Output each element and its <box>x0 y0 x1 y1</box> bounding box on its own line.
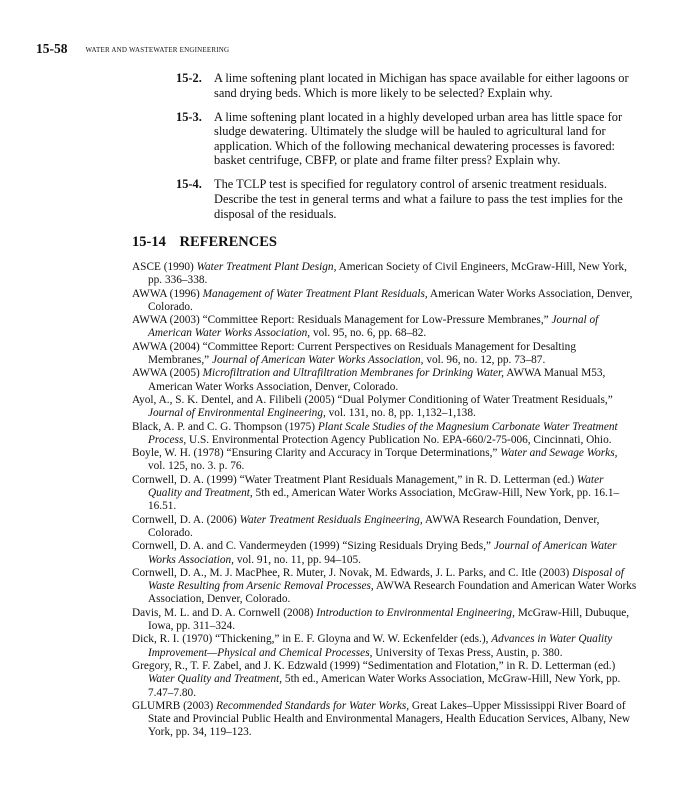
reference-entry: Black, A. P. and C. G. Thompson (1975) Plant Scale Studies of the Magnesium Carbonate Water Treatment Process, U.S. Environmental Protection Agency Publication No. EPA-660/2-75-006, Cincinnati, Ohio. <box>132 420 618 446</box>
problem-item <box>176 110 638 168</box>
reference-entry: Boyle, W. H. (1978) “Ensuring Clarity and Accuracy in Torque Determinations,” Water and Sewage Works, vol. 125, no. 3. p. 76. <box>132 447 618 473</box>
reference-entry: Ayol, A., S. K. Dentel, and A. Filibeli (2005) “Dual Polymer Conditioning of Water Treatment Residuals,” Journal of Environmental Engineering, vol. 131, no. 8, pp. 1,132–1,138. <box>132 393 613 420</box>
problem-text: A lime softening plant located in a highly developed urban area has little space for sludge dewatering. Ultimately the sludge will be hauled to agricultural land for application. Which of the following mechanical dewatering processes is favored: basket centrifuge, CBFP, or plate and frame filter press? Explain why. <box>214 109 623 168</box>
reference-entry: AWWA (2005) Microfiltration and Ultrafiltration Membranes for Drinking Water, AWWA Manual M53, American Water Works Association, Denver, Colorado. <box>132 367 606 393</box>
reference-entry: Cornwell, D. A. and C. Vandermeyden (1999) “Sizing Residuals Drying Beds,” Journal of American Water Works Association, vol. 91, no. 11, pp. 94–105. <box>132 540 617 566</box>
problem-item <box>176 177 638 221</box>
problem-number: 15-4. <box>176 177 202 192</box>
reference-entry: ASCE (1990) Water Treatment Plant Design, American Society of Civil Engineers, McGraw-Hill, New York, pp. 336–338. <box>132 261 627 287</box>
running-head <box>36 40 229 58</box>
problem-item <box>176 71 638 100</box>
section-number: 15-14 <box>132 234 166 250</box>
problem-list <box>176 71 638 231</box>
reference-entry: AWWA (1996) Management of Water Treatment Plant Residuals, American Water Works Association, Denver, Colorado. <box>132 287 633 313</box>
book-title: WATER AND WASTEWATER ENGINEERING <box>85 46 230 54</box>
section-heading <box>132 234 277 251</box>
page-number: 15-58 <box>36 41 68 56</box>
problem-text: A lime softening plant located in Michigan has space available for either lagoons or sand drying beds. Which is more likely to be selected? Explain why. <box>214 71 629 100</box>
problem-number: 15-2. <box>176 71 202 85</box>
reference-entry: AWWA (2004) “Committee Report: Current Perspectives on Residuals Management for Desalting Membranes,” Journal of American Water Works Association, vol. 96, no. 12, pp. 73–87. <box>132 340 576 367</box>
reference-entry: Dick, R. I. (1970) “Thickening,” in E. F. Gloyna and W. W. Eckenfelder (eds.), Advances in Water Quality Improvement—Physical and Chemical Processes, University of Texas Press, Austin, p. 380. <box>132 633 613 659</box>
reference-entry: AWWA (2003) “Committee Report: Residuals Management for Low-Pressure Membranes,” Journal of American Water Works Association, vol. 95, no. 6, pp. 68–82. <box>132 314 599 340</box>
reference-entry: GLUMRB (2003) Recommended Standards for Water Works, Great Lakes–Upper Mississippi River Board of State and Provincial Public Health and Environmental Managers, Health Education Services, Albany, New York, pp. 34, 119–123. <box>132 699 631 739</box>
problem-number: 15-3. <box>176 109 202 124</box>
reference-entry: Davis, M. L. and D. A. Cornwell (2008) Introduction to Environmental Engineering, McGraw-Hill, Dubuque, Iowa, pp. 311–324. <box>132 606 630 633</box>
reference-entry: Cornwell, D. A. (1999) “Water Treatment Plant Residuals Management,” in R. D. Letterman (ed.) Water Quality and Treatment, 5th ed., American Water Works Association, McGraw-Hill, New York, pp. 16.1–16.51. <box>132 473 620 513</box>
reference-entry: Gregory, R., T. F. Zabel, and J. K. Edzwald (1999) “Sedimentation and Flotation,” in R. D. Letterman (ed.) Water Quality and Treatment, 5th ed., American Water Works Association, McGraw-Hill, New York, pp. 7.47–7.80. <box>132 659 621 699</box>
reference-entry: Cornwell, D. A., M. J. MacPhee, R. Muter, J. Novak, M. Edwards, J. L. Parks, and C. Itle (2003) Disposal of Waste Resulting from Arsenic Removal Processes, AWWA Research Foundation and American Water Works Association, Denver, Colorado. <box>132 566 637 606</box>
section-title: REFERENCES <box>179 234 277 250</box>
reference-list <box>132 261 637 740</box>
reference-entry: Cornwell, D. A. (2006) Water Treatment Residuals Engineering, AWWA Research Foundation, Denver, Colorado. <box>132 513 600 539</box>
problem-text: The TCLP test is specified for regulatory control of arsenic treatment residuals. Describe the test in general terms and what a failure to pass the test implies for the disposal of the residuals. <box>214 177 623 221</box>
